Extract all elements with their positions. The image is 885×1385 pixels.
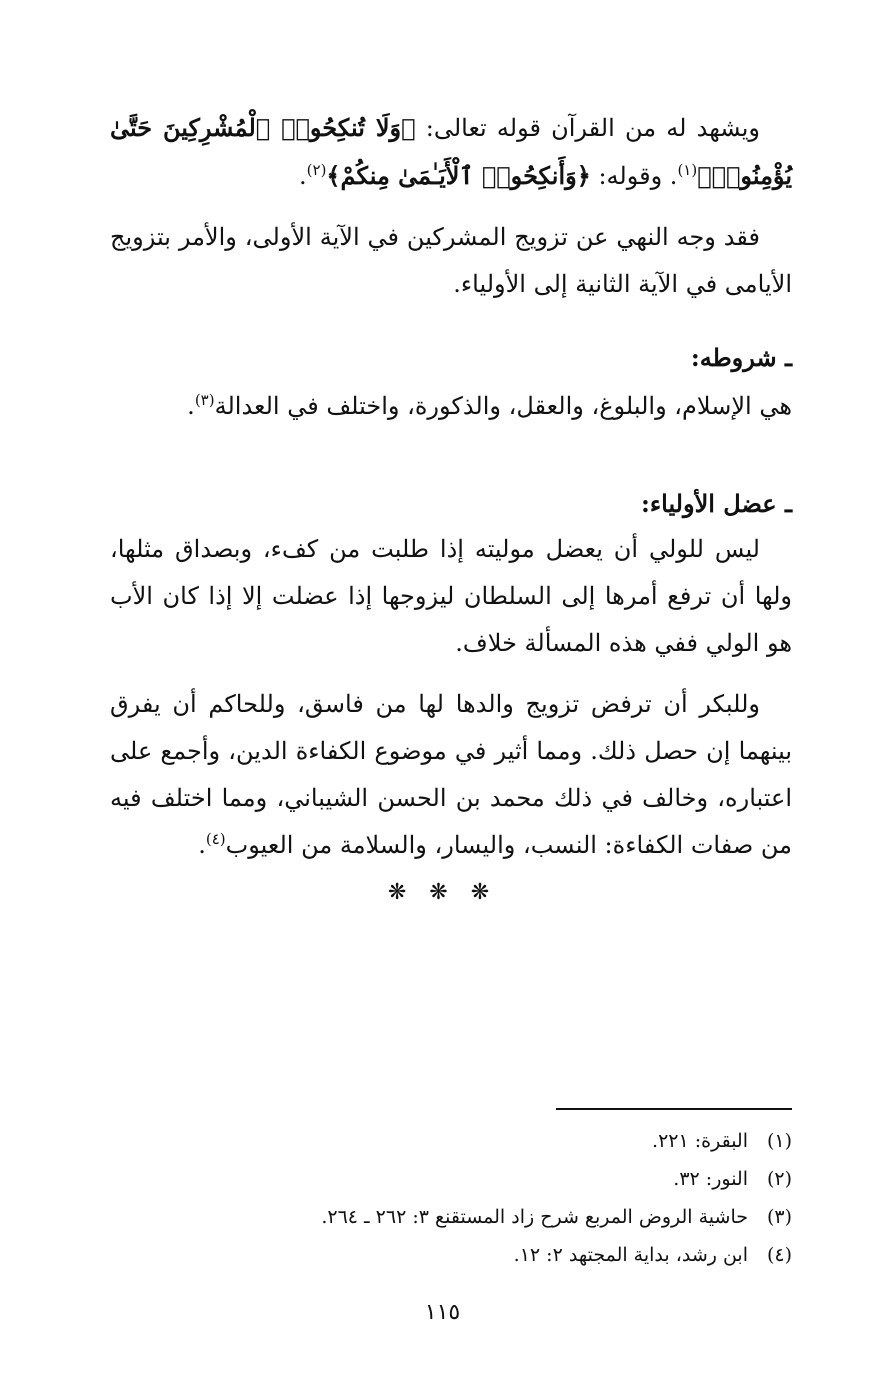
section-separator: ❋ ❋ ❋ [387, 880, 498, 905]
footnote-text: النور: ٣٢. [673, 1168, 748, 1190]
footnote-number: (٢) [766, 1168, 792, 1190]
footnote-number: (١) [766, 1130, 792, 1152]
conditions-heading: ـ شروطه: [690, 343, 792, 372]
footnote-4 [110, 1236, 792, 1274]
explanation-paragraph: فقد وجه النهي عن تزويج المشركين في الآية الأولى، والأمر بتزويج الأيامى في الآية الثانية إلى الأولياء. [110, 223, 792, 298]
adl-paragraph-2 [110, 681, 792, 869]
footnote-text: حاشية الروض المربع شرح زاد المستقنع ٣: ٢٦٢ ـ ٢٦٤. [321, 1206, 748, 1228]
footnote-ref-1: (١) [677, 161, 698, 179]
footnotes [110, 1122, 792, 1274]
quran-verse-1: ﴿وَلَا تُنكِحُوا۟ ٱلْمُشْرِكِينَ حَتَّىٰ يُؤْمِنُوا۟﴾ [110, 113, 792, 190]
evidence-middle: . وقوله: [590, 162, 678, 190]
quran-verse-2: ﴿وَأَنكِحُوا۟ ٱلْأَيَـٰمَىٰ مِنكُمْ﴾ [326, 161, 591, 190]
conditions-paragraph [110, 383, 792, 430]
page-number: ١١٥ [424, 1300, 461, 1325]
footnote-number: (٤) [766, 1244, 792, 1266]
footnote-2 [110, 1160, 792, 1198]
adl-paragraph-1: ليس للولي أن يعضل موليته إذا طلبت من كفء، وبصداق مثلها، ولها أن ترفع أمرها إلى السلطان ليزوجها إذا عضلت إلا إذا كان الأب هو الولي ففي هذه المسألة خلاف. [110, 535, 792, 657]
quran-evidence-paragraph [110, 104, 792, 200]
footnote-number: (٣) [766, 1206, 792, 1228]
footnote-ref-3: (٣) [194, 391, 215, 409]
footnote-ref-2: (٢) [306, 161, 327, 179]
evidence-intro: ويشهد له من القرآن قوله تعالى: [415, 114, 760, 142]
footnote-ref-4: (٤) [205, 830, 226, 848]
evidence-end: . [299, 162, 307, 190]
footnote-1 [110, 1122, 792, 1160]
intro-paragraphs [110, 104, 792, 308]
footnote-3 [110, 1198, 792, 1236]
adl-paragraph-2-end: . [198, 831, 206, 859]
footnote-divider [556, 1108, 792, 1110]
footnote-text: ابن رشد، بداية المجتهد ٢: ١٢. [513, 1244, 748, 1266]
conditions-block [110, 383, 792, 430]
adl-heading: ـ عضل الأولياء: [640, 489, 792, 518]
conditions-end: . [187, 392, 195, 420]
conditions-text: هي الإسلام، والبلوغ، والعقل، والذكورة، واختلف في العدالة [214, 392, 792, 420]
adl-paragraph-2-text: وللبكر أن ترفض تزويج والدها لها من فاسق، وللحاكم أن يفرق بينهما إن حصل ذلك. ومما أثير في موضوع الكفاءة الدين، وأجمع على اعتباره، وخالف في ذلك محمد بن الحسن الشيباني، ومما اختلف فيه من صفات الكفاءة: النسب، واليسار، والسلامة من العيوب [110, 690, 792, 859]
footnote-text: البقرة: ٢٢١. [652, 1130, 748, 1152]
adl-block [110, 526, 792, 869]
